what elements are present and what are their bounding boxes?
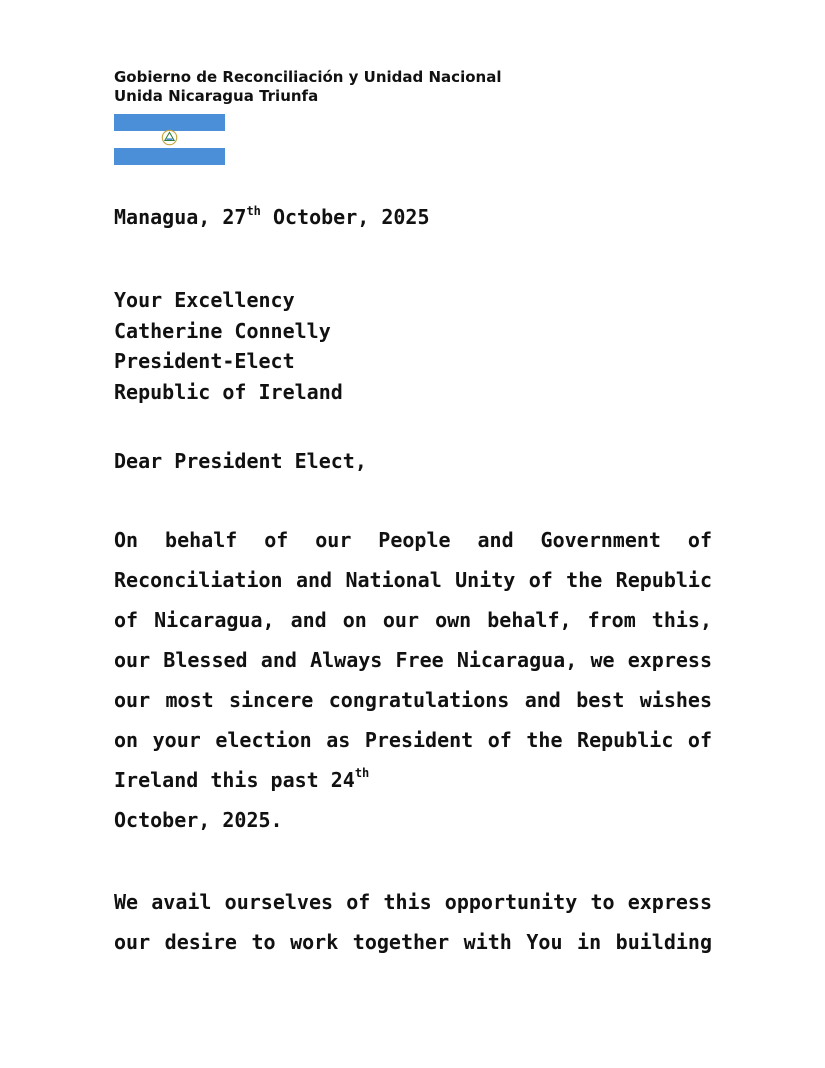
addressee-name: Catherine Connelly xyxy=(114,318,331,343)
salutation: Dear President Elect, xyxy=(114,449,367,473)
letterhead-motto: Unida Nicaragua Triunfa xyxy=(114,87,319,105)
date-suffix: October, 2025 xyxy=(260,205,430,229)
date-prefix: Managua, 27 xyxy=(114,205,247,229)
addressee-position: President-Elect xyxy=(114,349,295,373)
coat-of-arms-icon xyxy=(161,129,178,146)
letterhead xyxy=(114,68,501,106)
addressee-title: Your Excellency xyxy=(114,288,295,312)
body-paragraph-2: We avail ourselves of this opportunity to express our desire to work together with You in building xyxy=(114,890,712,954)
letter-date xyxy=(114,204,429,230)
letterhead-government-name: Gobierno de Reconciliación y Unidad Nacional xyxy=(114,68,502,86)
paragraph-1-text: On behalf of our People and Government of Reconciliation and National Unity of the Republic of Nicaragua, and on our own behalf, from this, our Blessed and Always Free Nicaragua, we express our most sincere congratulations and best wishes on your election as President of the Republic of Ireland this past 24 xyxy=(114,528,712,792)
date-ordinal: th xyxy=(246,204,261,218)
addressee-country: Republic of Ireland xyxy=(114,379,343,404)
addressee-block xyxy=(114,285,343,407)
paragraph-1-ordinal: th xyxy=(354,766,370,780)
flag-middle-band xyxy=(114,131,225,148)
paragraph-1-closing: October, 2025. xyxy=(114,808,283,832)
nicaragua-flag-icon xyxy=(114,114,225,165)
body-paragraph-1 xyxy=(114,520,712,840)
flag-bottom-band xyxy=(114,148,225,165)
